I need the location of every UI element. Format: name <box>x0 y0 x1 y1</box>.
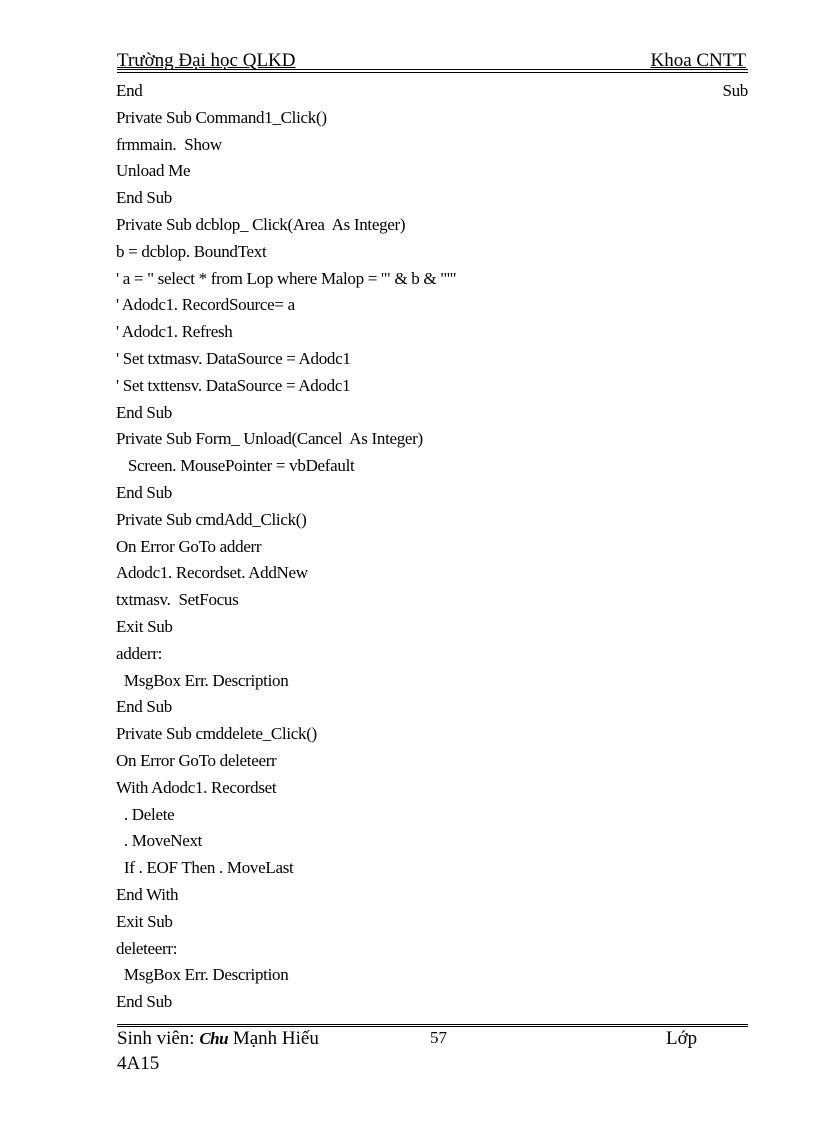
code-line-first-right: Sub <box>722 81 748 100</box>
footer-name-initial: Chu <box>199 1029 229 1048</box>
code-line: End Sub <box>116 482 172 502</box>
code-lines <box>116 105 748 1016</box>
footer-class-label: Lớp <box>666 1028 698 1049</box>
code-line: If . EOF Then . MoveLast <box>116 858 294 878</box>
code-line: Private Sub cmdAdd_Click() <box>116 509 307 529</box>
footer-student <box>117 1028 319 1050</box>
page-number: 57 <box>430 1028 447 1047</box>
code-line: Private Sub cmddelete_Click() <box>116 724 317 744</box>
code-listing <box>116 78 748 1016</box>
code-line: . MoveNext <box>116 831 203 851</box>
code-line: b = dcblop. BoundText <box>116 241 267 261</box>
code-line: ' Set txtmasv. DataSource = Adodc1 <box>116 348 351 368</box>
code-line: txtmasv. SetFocus <box>116 590 239 610</box>
code-line: On Error GoTo deleteerr <box>116 750 277 770</box>
code-line: Exit Sub <box>116 911 173 931</box>
code-line-first-left: End <box>116 81 143 100</box>
code-line: deleteerr: <box>116 938 178 958</box>
code-line: Private Sub Command1_Click() <box>116 107 327 127</box>
header-faculty: Khoa CNTT <box>650 50 746 71</box>
code-line: Private Sub Form_ Unload(Cancel As Integer) <box>116 429 423 449</box>
footer-name-rest: Mạnh Hiếu <box>232 1028 319 1049</box>
code-line: Unload Me <box>116 161 191 181</box>
code-line-first <box>116 78 748 105</box>
code-line: MsgBox Err. Description <box>116 670 289 690</box>
header-rule <box>117 69 748 70</box>
code-line: ' a = " select * from Lop where Malop = '" & b & "'" <box>116 268 457 288</box>
footer-rule <box>117 1024 748 1027</box>
code-line: End With <box>116 884 179 904</box>
footer-student-label: Sinh viên: <box>117 1028 195 1049</box>
code-line: . Delete <box>116 804 175 824</box>
code-line: ' Adodc1. RecordSource= a <box>116 295 295 315</box>
code-line: frmmain. Show <box>116 134 222 154</box>
code-line: ' Adodc1. Refresh <box>116 322 233 342</box>
code-line: End Sub <box>116 992 172 1012</box>
footer-class-code: 4A15 <box>117 1053 160 1074</box>
code-line: Adodc1. Recordset. AddNew <box>116 563 308 583</box>
header-university: Trường Đại học QLKD <box>117 50 296 71</box>
code-line: End Sub <box>116 188 172 208</box>
code-line: Exit Sub <box>116 616 173 636</box>
code-line: End Sub <box>116 402 172 422</box>
code-line: adderr: <box>116 643 163 663</box>
header-rule-secondary <box>117 72 748 73</box>
code-line: Private Sub dcblop_ Click(Area As Integer) <box>116 214 406 234</box>
code-line: On Error GoTo adderr <box>116 536 262 556</box>
code-line: Screen. MousePointer = vbDefault <box>116 456 355 476</box>
code-line: MsgBox Err. Description <box>116 965 289 985</box>
code-line: End Sub <box>116 697 172 717</box>
code-line: ' Set txttensv. DataSource = Adodc1 <box>116 375 351 395</box>
code-line: With Adodc1. Recordset <box>116 777 277 797</box>
